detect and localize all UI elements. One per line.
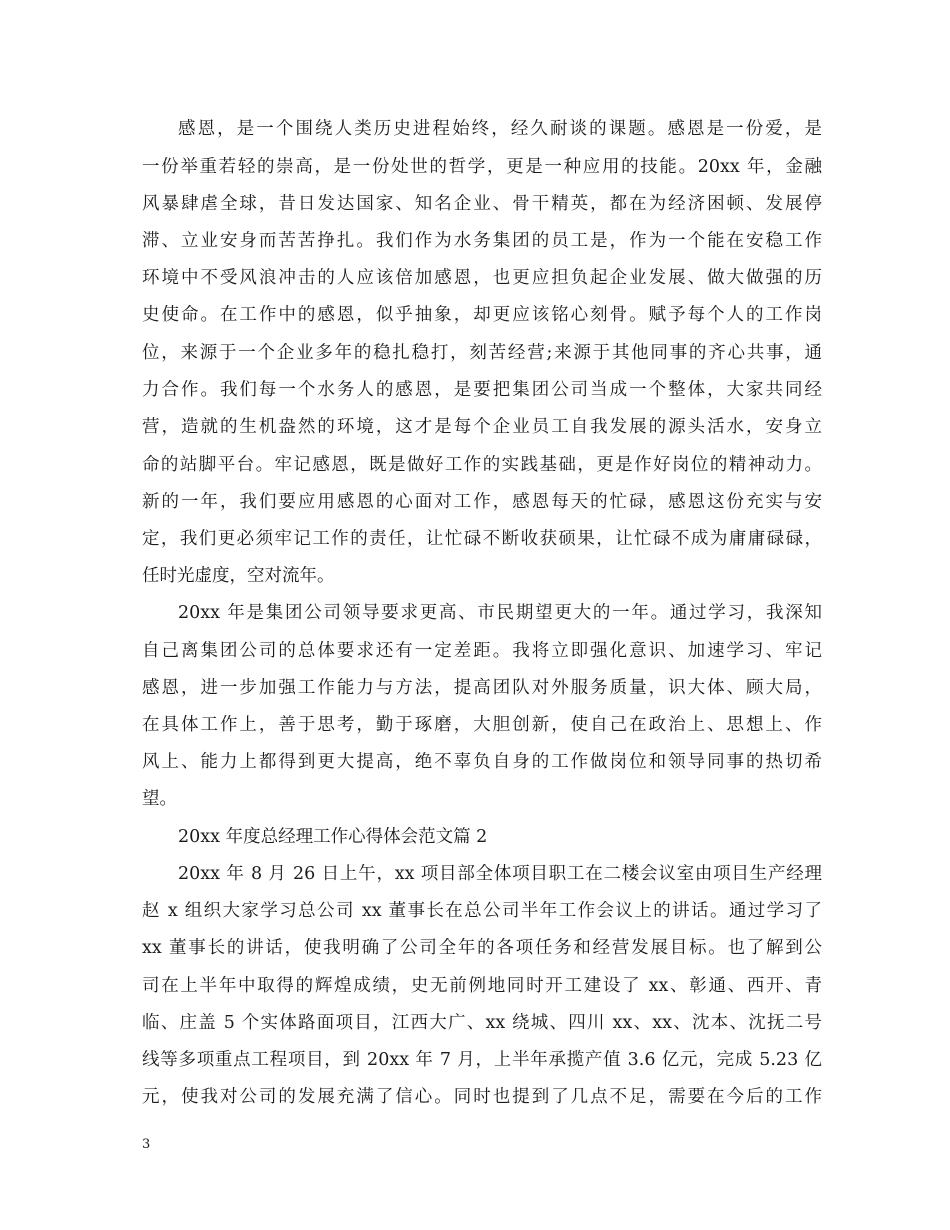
paragraph-1-line-9: 营，造就的生机盎然的环境，这才是每个企业员工自我发展的源头活水，安身立 xyxy=(142,417,822,437)
page-number: 3 xyxy=(142,1137,151,1152)
paragraph-3-line-4: 司在上半年中取得的辉煌成绩，史无前例地同时开工建设了 xx、彰通、西开、青 xyxy=(142,976,822,996)
paragraph-1-line-12: 定，我们更必须牢记工作的责任，让忙碌不断收获硕果，让忙碌不成为庸庸碌碌， xyxy=(142,529,822,549)
paragraph-1-line-11: 新的一年，我们要应用感恩的心面对工作，感恩每天的忙碌，感恩这份充实与安 xyxy=(142,492,822,512)
paragraph-2-line-3: 感恩，进一步加强工作能力与方法，提高团队对外服务质量，识大体、顾大局， xyxy=(142,678,822,698)
paragraph-1-line-2: 一份举重若轻的崇高，是一份处世的哲学，更是一种应用的技能。20xx 年，金融 xyxy=(142,157,822,177)
paragraph-3-line-6: 线等多项重点工程项目，到 20xx 年 7 月，上半年承揽产值 3.6 亿元，完成 5.23 亿 xyxy=(142,1050,822,1070)
paragraph-1-line-5: 环境中不受风浪冲击的人应该倍加感恩，也更应担负起企业发展、做大做强的历 xyxy=(142,268,822,288)
paragraph-1-line-13: 任时光虚度，空对流年。 xyxy=(142,566,335,586)
paragraph-1-line-4: 滞、立业安身而苦苦挣扎。我们作为水务集团的员工是，作为一个能在安稳工作 xyxy=(142,231,822,251)
paragraph-3-line-1: 20xx 年 8 月 26 日上午，xx 项目部全体项目职工在二楼会议室由项目生产经理 xyxy=(178,864,822,884)
paragraph-1-line-3: 风暴肆虐全球，昔日发达国家、知名企业、骨干精英，都在为经济困顿、发展停 xyxy=(142,194,822,214)
paragraph-1-line-8: 力合作。我们每一个水务人的感恩，是要把集团公司当成一个整体，大家共同经 xyxy=(142,380,822,400)
paragraph-1-line-6: 史使命。在工作中的感恩，似乎抽象，却更应该铭心刻骨。赋予每个人的工作岗 xyxy=(142,305,822,325)
paragraph-3-line-7: 元，使我对公司的发展充满了信心。同时也提到了几点不足，需要在今后的工作 xyxy=(142,1087,822,1107)
paragraph-2-line-4: 在具体工作上，善于思考，勤于琢磨，大胆创新，使自己在政治上、思想上、作 xyxy=(142,715,822,735)
paragraph-2-line-6: 望。 xyxy=(142,789,177,809)
paragraph-3-line-3: xx 董事长的讲话，使我明确了公司全年的各项任务和经营发展目标。也了解到公 xyxy=(142,938,822,958)
paragraph-2-line-2: 自己离集团公司的总体要求还有一定差距。我将立即强化意识、加速学习、牢记 xyxy=(142,641,822,661)
paragraph-2-line-1: 20xx 年是集团公司领导要求更高、市民期望更大的一年。通过学习，我深知 xyxy=(178,603,822,623)
paragraph-2-line-5: 风上、能力上都得到更大提高，绝不辜负自身的工作做岗位和领导同事的热切希 xyxy=(142,752,822,772)
section-heading: 20xx 年度总经理工作心得体会范文篇 2 xyxy=(178,827,488,847)
paragraph-3-line-2: 赵 x 组织大家学习总公司 xx 董事长在总公司半年工作会议上的讲话。通过学习了 xyxy=(142,901,822,921)
paragraph-1-line-1: 感恩，是一个围绕人类历史进程始终，经久耐谈的课题。感恩是一份爱，是 xyxy=(178,119,822,139)
paragraph-1-line-7: 位，来源于一个企业多年的稳扎稳打，刻苦经营;来源于其他同事的齐心共事，通 xyxy=(142,343,822,363)
paragraph-3-line-5: 临、庄盖 5 个实体路面项目，江西大广、xx 绕城、四川 xx、xx、沈本、沈抚二号 xyxy=(142,1013,822,1033)
paragraph-1-line-10: 命的站脚平台。牢记感恩，既是做好工作的实践基础，更是作好岗位的精神动力。 xyxy=(142,455,822,475)
